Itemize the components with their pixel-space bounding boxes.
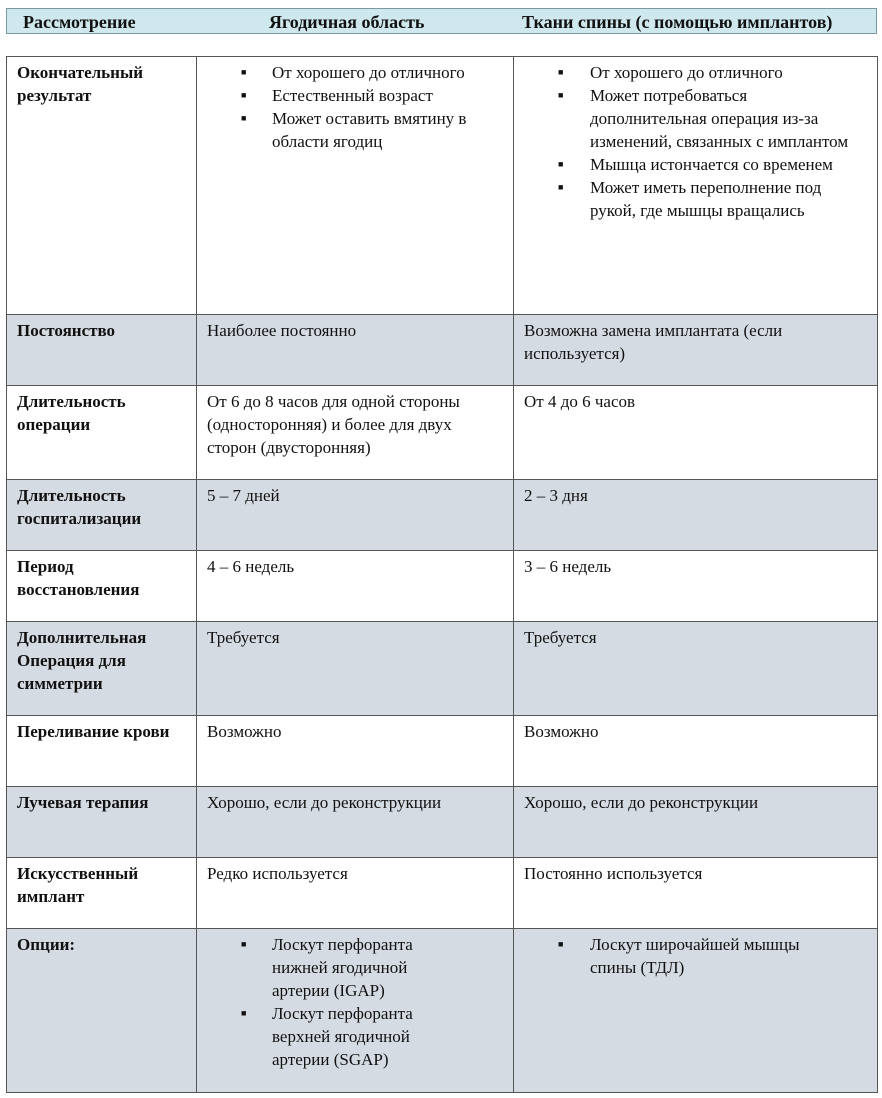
list-item: ■ Может потребоваться дополнительная операция из-за изменений, связанных с имплантом <box>524 84 868 153</box>
row-label: Лучевая терапия <box>7 787 197 858</box>
gluteal-cell <box>197 57 514 315</box>
bullet-list <box>207 61 504 153</box>
list-item: ■ От хорошего до отличного <box>207 61 504 84</box>
gluteal-cell: 4 – 6 недель <box>197 551 514 622</box>
list-item: ■ От хорошего до отличного <box>524 61 868 84</box>
row-label: Переливание крови <box>7 716 197 787</box>
list-item: ■ Естественный возраст <box>207 84 504 107</box>
back-tissue-cell <box>514 57 878 315</box>
row-label: Постоянство <box>7 315 197 386</box>
table-row-radiation-therapy <box>7 787 878 858</box>
bullet-list <box>524 933 868 979</box>
bullet-list <box>207 933 504 1071</box>
row-label: Длительность операции <box>7 386 197 480</box>
back-tissue-cell: 3 – 6 недель <box>514 551 878 622</box>
table-row-permanence <box>7 315 878 386</box>
table-row-final-result <box>7 57 878 315</box>
row-label: Окончательный результат <box>7 57 197 315</box>
back-tissue-cell: От 4 до 6 часов <box>514 386 878 480</box>
back-tissue-cell <box>514 929 878 1093</box>
row-label: Период восстановления <box>7 551 197 622</box>
table-row-blood-transfusion <box>7 716 878 787</box>
gluteal-cell: Требуется <box>197 622 514 716</box>
header-col-consideration: Рассмотрение <box>23 12 136 32</box>
table-row-recovery-period <box>7 551 878 622</box>
table-row-artificial-implant <box>7 858 878 929</box>
back-tissue-cell: Возможна замена имплантата (если используется) <box>514 315 878 386</box>
table-row-symmetry-surgery <box>7 622 878 716</box>
header-col-gluteal: Ягодичная область <box>269 12 425 32</box>
table-row-hospital-stay <box>7 480 878 551</box>
list-item: ■ Может иметь переполнение под рукой, где мышцы вращались <box>524 176 868 222</box>
comparison-table <box>6 56 878 1093</box>
back-tissue-cell: Постоянно используется <box>514 858 878 929</box>
gluteal-cell: Наиболее постоянно <box>197 315 514 386</box>
table-header <box>6 8 877 34</box>
gluteal-cell: 5 – 7 дней <box>197 480 514 551</box>
list-item: ■ Лоскут перфоранта верхней ягодичной артерии (SGAP) <box>207 1002 424 1071</box>
table-row-surgery-duration <box>7 386 878 480</box>
list-item: ■ Лоскут перфоранта нижней ягодичной артерии (IGAP) <box>207 933 424 1002</box>
gluteal-cell <box>197 929 514 1093</box>
back-tissue-cell: Хорошо, если до реконструкции <box>514 787 878 858</box>
gluteal-cell: От 6 до 8 часов для одной стороны (односторонняя) и более для двух сторон (двусторонняя) <box>197 386 514 480</box>
list-item: ■ Мышца истончается со временем <box>524 153 868 176</box>
back-tissue-cell: Требуется <box>514 622 878 716</box>
table-row-options <box>7 929 878 1093</box>
header-col-back-tissue: Ткани спины (с помощью имплантов) <box>522 12 833 32</box>
bullet-list <box>524 61 868 222</box>
row-label: Длительность госпитализации <box>7 480 197 551</box>
list-item: ■ Лоскут широчайшей мышцы спины (ТДЛ) <box>524 933 808 979</box>
gluteal-cell: Возможно <box>197 716 514 787</box>
row-label: Искусственный имплант <box>7 858 197 929</box>
back-tissue-cell: Возможно <box>514 716 878 787</box>
gluteal-cell: Редко используется <box>197 858 514 929</box>
list-item: ■ Может оставить вмятину в области ягодиц <box>207 107 504 153</box>
gluteal-cell: Хорошо, если до реконструкции <box>197 787 514 858</box>
row-label: Дополнительная Операция для симметрии <box>7 622 197 716</box>
row-label: Опции: <box>7 929 197 1093</box>
back-tissue-cell: 2 – 3 дня <box>514 480 878 551</box>
